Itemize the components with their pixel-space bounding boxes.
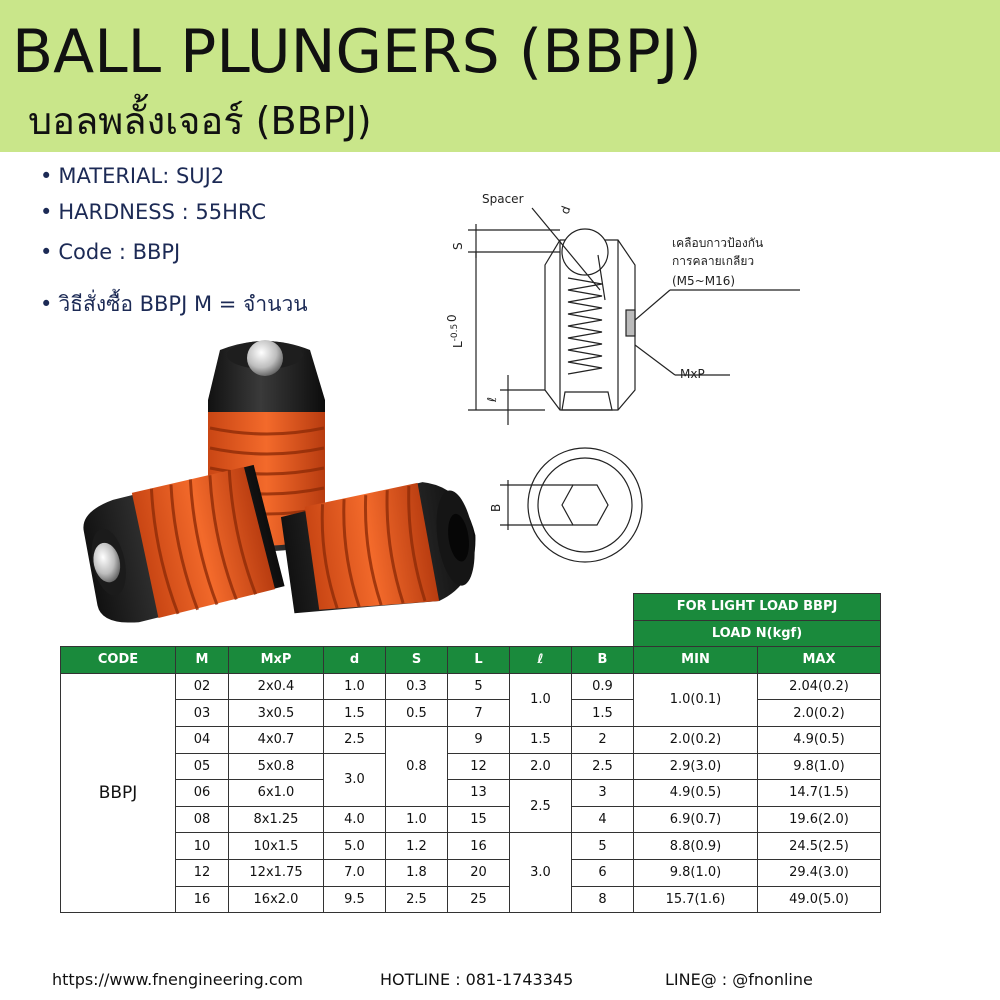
cell-s: 0.3 [386, 673, 448, 700]
table-row [61, 673, 881, 700]
cell-mxp: 4x0.7 [229, 726, 324, 753]
cell-d: 1.5 [324, 700, 386, 727]
cell-b: 5 [572, 833, 634, 860]
header-banner [0, 0, 1000, 152]
table-row [61, 859, 881, 886]
spec-code: • Code : BBPJ [40, 240, 180, 264]
cell-mxp: 8x1.25 [229, 806, 324, 833]
cell-ell: 3.0 [510, 833, 572, 913]
cell-m: 16 [176, 886, 229, 913]
cell-l: 15 [448, 806, 510, 833]
col-d: d [324, 647, 386, 674]
cell-min: 2.9(3.0) [634, 753, 758, 780]
footer-hotline: HOTLINE : 081-1743345 [380, 970, 574, 989]
cell-ell: 1.5 [510, 726, 572, 753]
spec-table [60, 593, 881, 913]
cell-l: 13 [448, 780, 510, 807]
cell-min: 4.9(0.5) [634, 780, 758, 807]
col-min: MIN [634, 647, 758, 674]
cell-m: 08 [176, 806, 229, 833]
col-l: L [448, 647, 510, 674]
spec-material: • MATERIAL: SUJ2 [40, 164, 224, 188]
cell-m: 12 [176, 859, 229, 886]
col-b: B [572, 647, 634, 674]
page-title: BALL PLUNGERS (BBPJ) [12, 17, 702, 87]
label-b: B [489, 503, 503, 512]
table-row [61, 726, 881, 753]
cell-b: 2 [572, 726, 634, 753]
label-d: d [557, 204, 574, 217]
cell-s: 2.5 [386, 886, 448, 913]
cell-ell: 2.0 [510, 753, 572, 780]
cell-l: 5 [448, 673, 510, 700]
cell-mxp: 3x0.5 [229, 700, 324, 727]
table-row [61, 886, 881, 913]
label-mxp: MxP [680, 367, 705, 381]
cell-min: 8.8(0.9) [634, 833, 758, 860]
cell-min: 9.8(1.0) [634, 859, 758, 886]
cell-b: 2.5 [572, 753, 634, 780]
cell-m: 04 [176, 726, 229, 753]
cell-ell: 1.0 [510, 673, 572, 726]
label-ell: ℓ [485, 397, 499, 402]
col-m: M [176, 647, 229, 674]
cell-min: 2.0(0.2) [634, 726, 758, 753]
cell-ell: 2.5 [510, 780, 572, 833]
cell-mxp: 10x1.5 [229, 833, 324, 860]
cell-d: 4.0 [324, 806, 386, 833]
footer-website-link[interactable]: https://www.fnengineering.com [52, 970, 303, 989]
group-header: FOR LIGHT LOAD BBPJ [634, 594, 881, 621]
cell-l: 7 [448, 700, 510, 727]
cell-b: 3 [572, 780, 634, 807]
cell-max: 19.6(2.0) [758, 806, 881, 833]
cell-s: 1.2 [386, 833, 448, 860]
cell-s: 1.8 [386, 859, 448, 886]
cell-m: 10 [176, 833, 229, 860]
cell-b: 1.5 [572, 700, 634, 727]
spec-hardness: • HARDNESS : 55HRC [40, 200, 266, 224]
cell-max: 9.8(1.0) [758, 753, 881, 780]
cell-mxp: 16x2.0 [229, 886, 324, 913]
cell-m: 02 [176, 673, 229, 700]
table-row [61, 700, 881, 727]
label-spacer: Spacer [482, 192, 524, 206]
load-header: LOAD N(kgf) [634, 620, 881, 647]
cell-mxp: 5x0.8 [229, 753, 324, 780]
product-photo [70, 330, 490, 630]
col-mxp: MxP [229, 647, 324, 674]
cell-l: 12 [448, 753, 510, 780]
table-row [61, 833, 881, 860]
label-l: $L^{-0.5}$ [450, 323, 465, 348]
cell-s: 0.8 [386, 726, 448, 806]
label-l-tolerance: 0 [445, 314, 459, 322]
label-s: S [451, 242, 465, 250]
page-subtitle-thai: บอลพลั้งเจอร์ (BBPJ) [28, 99, 372, 143]
cell-mxp: 6x1.0 [229, 780, 324, 807]
cell-l: 20 [448, 859, 510, 886]
cell-l: 25 [448, 886, 510, 913]
table-row [61, 780, 881, 807]
col-ell: ℓ [510, 647, 572, 674]
cell-d: 7.0 [324, 859, 386, 886]
cell-max: 2.04(0.2) [758, 673, 881, 700]
table-row [61, 753, 881, 780]
footer-line-id: LINE@ : @fnonline [665, 970, 813, 989]
col-s: S [386, 647, 448, 674]
cell-min: 1.0(0.1) [634, 673, 758, 726]
technical-drawing [440, 180, 840, 600]
cell-code: BBPJ [61, 673, 176, 912]
table-header-row [61, 647, 881, 674]
cell-b: 8 [572, 886, 634, 913]
cell-s: 0.5 [386, 700, 448, 727]
cell-max: 49.0(5.0) [758, 886, 881, 913]
cell-d: 3.0 [324, 753, 386, 806]
cell-mxp: 2x0.4 [229, 673, 324, 700]
cell-max: 29.4(3.0) [758, 859, 881, 886]
cell-d: 2.5 [324, 726, 386, 753]
table-row [61, 806, 881, 833]
cell-b: 4 [572, 806, 634, 833]
cell-s: 1.0 [386, 806, 448, 833]
cell-mxp: 12x1.75 [229, 859, 324, 886]
cell-l: 16 [448, 833, 510, 860]
cell-m: 05 [176, 753, 229, 780]
cell-m: 03 [176, 700, 229, 727]
label-coating-range: (M5~M16) [672, 274, 736, 288]
label-coating-1: เคลือบกาวป้องกัน [672, 236, 764, 250]
cell-max: 24.5(2.5) [758, 833, 881, 860]
cell-min: 15.7(1.6) [634, 886, 758, 913]
cell-b: 0.9 [572, 673, 634, 700]
cell-min: 6.9(0.7) [634, 806, 758, 833]
cell-max: 14.7(1.5) [758, 780, 881, 807]
cell-max: 4.9(0.5) [758, 726, 881, 753]
cell-d: 9.5 [324, 886, 386, 913]
col-max: MAX [758, 647, 881, 674]
cell-d: 1.0 [324, 673, 386, 700]
cell-m: 06 [176, 780, 229, 807]
label-coating-2: การคลายเกลียว [672, 254, 755, 268]
col-code: CODE [61, 647, 176, 674]
cell-max: 2.0(0.2) [758, 700, 881, 727]
cell-l: 9 [448, 726, 510, 753]
cell-d: 5.0 [324, 833, 386, 860]
spec-order-method: • วิธีสั่งซื้อ BBPJ M = จำนวน [40, 288, 308, 321]
end-view [500, 448, 642, 562]
cell-b: 6 [572, 859, 634, 886]
